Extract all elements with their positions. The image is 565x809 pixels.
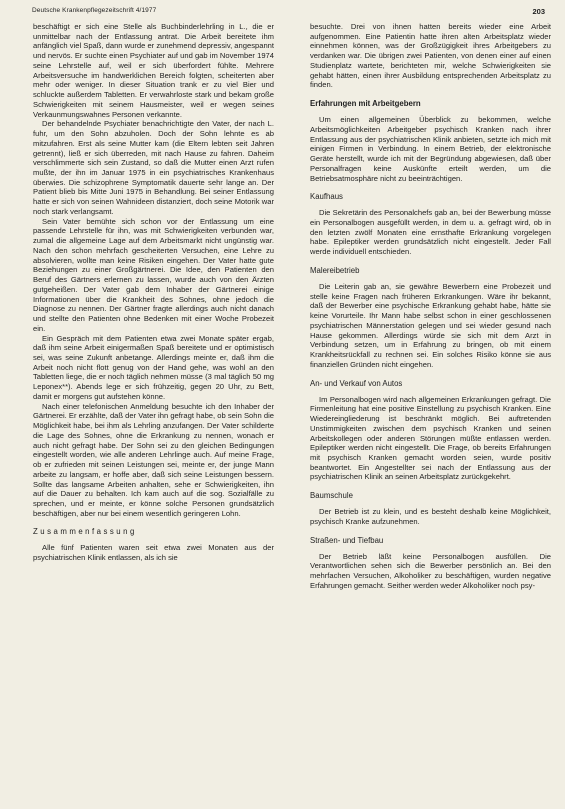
- paragraph: Die Leiterin gab an, sie gewähre Bewerbern eine Probezeit und stelle keine Fragen nach früheren Erkrankungen. Wäre ihr bekannt, daß der Bewerber eine psychische Erkrankung gehabt habe, hätte sie keine Vorurteile. Ihr Mann habe selbst schon in einer geschlossenen psychiatrischen Männerstation gelegen und sei wieder gesund nach Hause gekommen. Allerdings würde sie sich mit dem Arzt in Verbindung setzen, um in Erfahrung zu bringen, ob mit einem Krankheitsrückfall zu rechnen sei. Ein solches Risiko könne sie aus finanziellen Gründen nicht eingehen.: [310, 281, 551, 369]
- section-heading-employers: Erfahrungen mit Arbeitgebern: [310, 99, 421, 109]
- subheading-autos: An- und Verkauf von Autos: [310, 378, 403, 388]
- right-column: [310, 22, 551, 807]
- paragraph: Der Betrieb läßt keine Personalbogen ausfüllen. Die Verantwortlichen sehen sich die Bewerber persönlich an. Bei den mehrfachen Versuchen, Alkoholiker zu beschäftigen, wurden negative Erfahrungen gemacht. Seither werden weder Alkoholiker noch psy-: [310, 551, 551, 590]
- left-column: [33, 22, 274, 807]
- paragraph: Nach einer telefonischen Anmeldung besuchte ich den Inhaber der Gärtnerei. Er erzählte, daß der Vater ihn gefragt habe, ob sein Sohn die Möglichkeit habe, bei ihm als Lehrling anzufangen. Der Vater schilderte die Lage des Sohnes, ohne die Erkrankung zu nennen, wonach er auch nicht gefragt habe. Der Sohn sei zu den gleichen Bedingungen eingestellt worden, wie alle anderen Lehrlinge auch. Auf meine Frage, ob er zufrieden mit seinen Leistungen sei, meinte er, der junge Mann arbeite zu langsam, er hoffe aber, daß sich seine Leistungen bessern. Sollte das langsame Arbeiten anhalten, sehe er Schwierigkeiten, ihn auf die Dauer zu behalten. Ich kam auch auf die sog. Sozialfälle zu sprechen, und er meinte, er könne solche Personen grundsätzlich beschäftigen, aber nur bei einem wesentlich geringeren Lohn.: [33, 401, 274, 518]
- paragraph: Ein Gespräch mit dem Patienten etwa zwei Monate später ergab, daß ihm seine Arbeit einigermaßen Spaß bereitete und er optimistisch sei, was seine Zukunft anbetange. Allerdings meinte er, daß ihm die Arbeit noch nicht flott genug von der Hand gehe, was wohl an den Tabletten liege, die er noch täglich nehmen müsse (3 mal täglich 50 mg Leponex**). Abends lege er sich frühzeitig, gegen 20 Uhr, zu Bett, damit er morgens gut aufstehen könne.: [33, 333, 274, 401]
- paragraph: Der Betrieb ist zu klein, und es besteht deshalb keine Möglichkeit, psychisch Kranke aufzunehmen.: [310, 507, 551, 526]
- subheading-tiefbau: Straßen- und Tiefbau: [310, 535, 384, 545]
- paragraph: besuchte. Drei von ihnen hatten bereits wieder eine Arbeit aufgenommen. Eine Patientin hatte ihren alten Arbeitsplatz wieder einnehmen können, was der Großzügigkeit ihres Arbeitgebers zu verdanken war. Die übrigen zwei Patienten, von denen einer auf einen Studienplatz wartete, berichteten mir, welche Schwierigkeiten sie gehabt hätten, einen ihrer Ausbildung entsprechenden Arbeitsplatz zu finden.: [310, 22, 551, 90]
- paragraph: Im Personalbogen wird nach allgemeinen Erkrankungen gefragt. Die Firmenleitung hat eine positive Einstellung zu psychisch Kranken. Eine Wiedereingliederung ist beschränkt möglich. Bei auftretenden Unstimmigkeiten zwischen dem psychisch Kranken und seinen Arbeitskollegen oder anderen Störungen müßte entlassen werden. Epileptiker werden nicht eingestellt. Die Frage, ob bereits Erfahrungen mit psychisch Kranken gemacht worden seien, wurde positiv beantwortet. Ein Angestellter sei nach der Entlassung aus der psychiatrischen Klinik an seinen Arbeitsplatz zurückgekehrt.: [310, 394, 551, 482]
- subheading-baumschule: Baumschule: [310, 491, 353, 501]
- page-header: [0, 0, 565, 20]
- section-heading-summary: Zusammenfassung: [33, 527, 137, 537]
- subheading-malereibetrieb: Malereibetrieb: [310, 265, 360, 275]
- paragraph: Die Sekretärin des Personalchefs gab an, bei der Bewerbung müsse ein Personalbogen ausgefüllt werden, in dem u. a. gefragt wird, ob in den letzten zwölf Monaten eine ernsthafte Erkrankung vorgelegen habe. Epileptiker werden grundsätzlich nicht eingestellt. Jeder Fall werde individuell entschieden.: [310, 208, 551, 257]
- paragraph: Um einen allgemeinen Überblick zu bekommen, welche Arbeitsmöglichkeiten Arbeitgeber psychisch Kranken nach ihrer Entlassung aus der psychiatrischen Klinik anbieten, setzte ich mich mit einigen Firmen in Verbindung. In einem Betrieb, der elektronische Geräte herstellt, wurde ich mit der Begründung abgewiesen, daß über Personalfragen keine Auskünfte erteilt werden, um die Betriebsatmosphäre nicht zu beeinträchtigen.: [310, 115, 551, 183]
- journal-title: Deutsche Krankenpflegezeitschrift 4/1977: [32, 7, 157, 14]
- paragraph: beschäftigt er sich eine Stelle als Buchbinderlehrling in L., die er unmittelbar nach der Entlassung antrat. Die Arbeit bereitete ihm anfänglich viel Spaß, dann wurde er zunehmend depressiv, angespannt und nervös. Er suchte einen Psychiater auf und gab im November 1974 seine Lehrstelle auf, weil er sich überfordert fühlte. Mehrere Arbeitsversuche im handwerklichen Bereich folgten, scheiterten aber mehr oder weniger. In dieser Situation trank er zu viel Bier und schluckte außerdem Tabletten. Er verwahrloste stark und bekam große Schwierigkeiten mit seinem Hausmeister, weil er wegen seines Verkaunmungswahnes Personen verkannte.: [33, 22, 274, 119]
- subheading-kaufhaus: Kaufhaus: [310, 192, 343, 202]
- paragraph: Der behandelnde Psychiater benachrichtigte den Vater, der nach L. fuhr, um den Sohn abzuholen. Doch der Sohn lehnte es ab mitzufahren. Erst als seine Mutter kam (die Eltern lebten seit Jahren getrennt), ließ er sich überreden, mit nach Hause zu fahren. Daheim verschlimmerte sich sein Zustand, so daß die Mutter einen Arzt rufen mußte, der ihn im Januar 1975 in ein psychiatrisches Krankenhaus überwies. Die schizophrene Symptomatik dauerte sehr lange an. Der Patient blieb bis Mitte Juni 1975 in Behandlung. Bei seiner Entlassung hatte er sich von seinen Wahnideen distanziert, doch seine Motorik war noch stark verlangsamt.: [33, 119, 274, 216]
- paragraph: Sein Vater bemühte sich schon vor der Entlassung um eine passende Lehrstelle für ihn, was mit Schwierigkeiten verbunden war, zumal die allgemeine Lage auf dem Arbeitsmarkt nicht ungünstig war. Nach den schon mehrfach gescheiterten Versuchen, eine Lehre zu absolvieren, wollte man keine Risiken eingehen. Der Vater hatte gute Beziehungen zu einer Großgärtnerei. Die Idee, den Patienten den Beruf des Gärtners erlernen zu lassen, wurde auch von den Ärzten gutgeheißen. Der Vater gab dem Inhaber der Gärtnerei einige Informationen über die Krankheit des Sohnes, ohne jedoch die Diagnose zu nennen. Der Gärtner fragte allerdings auch nicht danach und stellte den Patienten ohne Bedenken mit einer Woche Probezeit ein.: [33, 216, 274, 333]
- paragraph: Alle fünf Patienten waren seit etwa zwei Monaten aus der psychiatrischen Klinik entlassen, als ich sie: [33, 543, 274, 563]
- page-number: 203: [532, 7, 545, 16]
